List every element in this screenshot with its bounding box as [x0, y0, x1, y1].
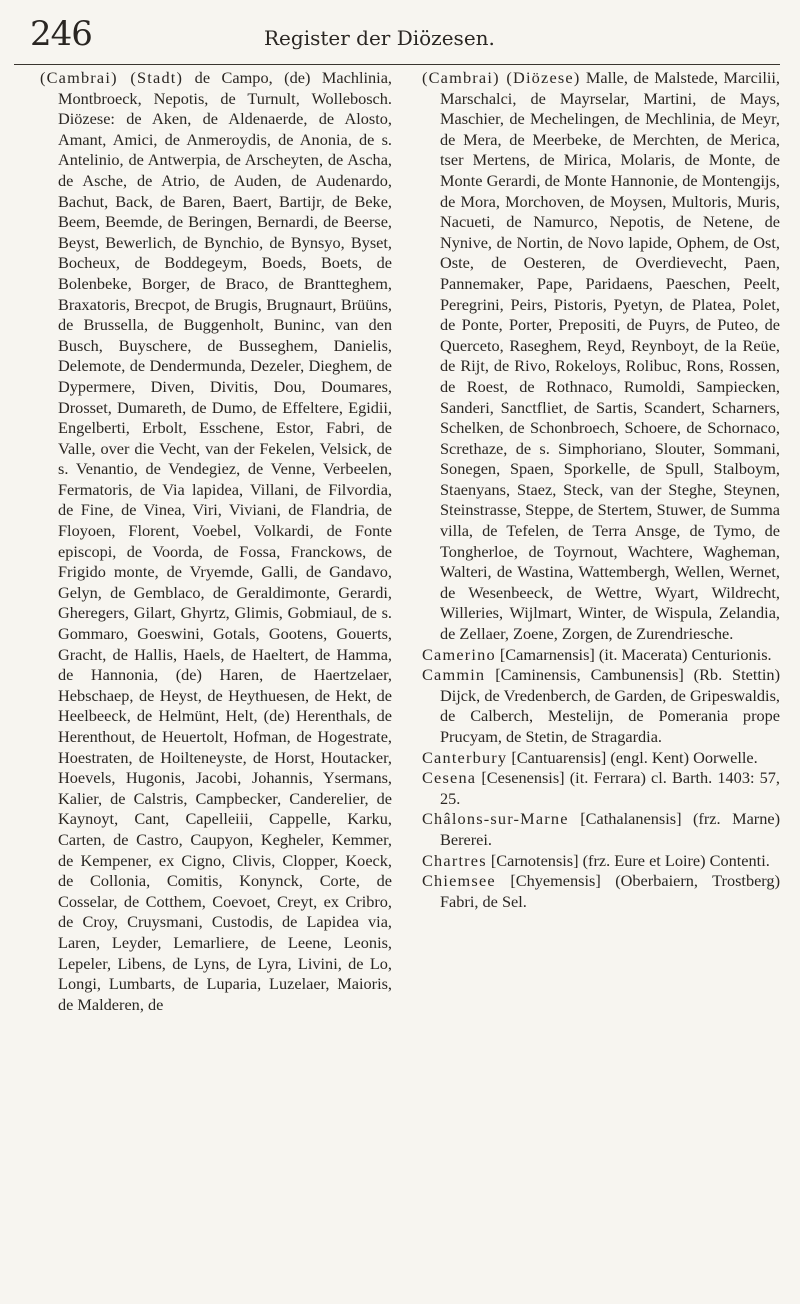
entry-text: [Cantuarensis] (engl. Kent) Oorwelle. [511, 747, 758, 767]
entry-heading: Chiemsee [422, 871, 496, 891]
entry-heading: Camerino [422, 644, 496, 664]
register-entry [422, 665, 780, 747]
page-number: 246 [30, 14, 92, 54]
register-entry [422, 748, 780, 769]
left-column [40, 68, 392, 1015]
page-header [14, 6, 780, 65]
entry-heading: Châlons-sur-Marne [422, 809, 569, 829]
entry-text: Malle, de Malstede, Marcilii, Marschalci, de Mayrselar, Martini, de Mays, Maschier, de Mechelingen, de Mechlinia, de Meyr, de Mera, de Meerbeke, de Merchten, de Merica, tser Mertens, de Mirica, Molaris, de Monte, de Monte Gerardi, de Monte Hannonie, de Montengijs, de Mora, Morchoven, de Moysen, Multoris, Muris, Nacueti, de Namurco, Nepotis, de Netene, de Nynive, de Nortin, de Novo lapide, Ophem, de Ost, Oste, de Oesteren, de Overdievecht, Paen, Pannemaker, Pape, Paridaens, Paeschen, Peelt, Peregrini, Peirs, Pistoris, Pyetyn, de Platea, Polet, de Ponte, Porter, Prepositi, de Puyrs, de Puteo, de Querceto, Raseghem, Reyd, Reynboyt, de la Reüe, de Rijt, de Rivo, Rokeloys, Rolibuc, Rons, Rossen, de Roest, de Rothnaco, Rumoldi, Sampiecken, Sanderi, Sanctfliet, de Sartis, Scandert, Scharners, Schelken, de Schonbroech, Schoere, de Schornaco, Screthaze, de s. Simphoriano, Slouter, Sommani, Sonegen, Spaen, Sporkelle, de Spull, Stalboym, Staenyans, Staez, Steck, van der Steghe, Steynen, Steinstrasse, Steppe, de Stertem, Stuwer, de Summa villa, de Tefelen, de Terra Ansge, de Tymo, de Tongherloe, de Toyrnout, Wachtere, Wagheman, Walteri, de Wastina, Wattembergh, Wellen, Wernet, de Wesenbeeck, de Wettre, Wyart, Wildrecht, Willeries, Wijlmart, Winter, de Wispula, Zelandia, de Zellaer, Zoene, Zorgen, de Zurendriesche. [440, 68, 780, 644]
running-head: Register der Diözesen. [264, 26, 495, 50]
register-entry [422, 68, 780, 645]
entry-text: [Caminensis, Cambunensis] (Rb. Stettin) Dijck, de Vredenberch, de Garden, de Gripeswaldis, de Calberch, Mestelijn, de Pomerania prope Prucyam, de Stetin, de Stragardia. [440, 665, 780, 746]
entry-heading: (Cambrai) (Diözese) [422, 68, 581, 87]
entry-text: [Camarnensis] (it. Macerata) Centurionis. [499, 644, 772, 664]
entry-text: [Cesenensis] (it. Ferrara) cl. Barth. 1403: 57, 25. [440, 768, 781, 808]
register-entry [422, 851, 780, 872]
register-entry [40, 68, 392, 1015]
entry-heading: Cesena [422, 768, 477, 788]
register-entry [422, 809, 780, 850]
entry-text: [Carnotensis] (frz. Eure et Loire) Contenti. [490, 850, 770, 870]
entry-heading: Canterbury [422, 747, 508, 767]
entry-text: [Cathalanensis] (frz. Marne) Bererei. [440, 809, 781, 849]
register-entry [422, 871, 780, 912]
entry-heading: Cammin [422, 665, 486, 685]
register-entry [422, 768, 780, 809]
entry-text: de Campo, (de) Machlinia, Montbroeck, Nepotis, de Turnult, Wollebosch. Diözese: de Aken, de Aldenaerde, de Alosto, Amant, Amici, de Anmeroydis, de Anonia, de s. Antelinio, de Antwerpia, de Arscheyten, de Ascha, de Asche, de Atrio, de Auden, de Audenardo, Bachut, Back, de Baren, Baert, Bartijr, de Beke, Beem, Beemde, de Beringen, Bernardi, de Beerse, Beyst, Bewerlich, de Bynchio, de Bynsyo, Byset, Bocheux, de Boddegeym, Boeds, Boets, de Bolenbeke, Borger, de Braco, de Brantteghem, Braxatoris, Brecpot, de Brugis, Brugnaurt, Brüüns, de Brussella, de Buggenholt, Buninc, van den Busch, Buyschere, de Busseghem, Danielis, Delemote, de Dendermunda, Dezeler, Dieghem, de Dypermere, Diven, Divitis, Dou, Doumares, Drosset, Dumareth, de Dumo, de Effeltere, Egidii, Engelberti, Erbolt, Esschene, Estor, Fabri, de Valle, over die Vecht, van der Fekelen, Velsick, de s. Venantio, de Vendegiez, de Venne, Verbeelen, Fermatoris, de Via lapidea, Villani, de Filvordia, de Fine, de Vinea, Viri, Viviani, de Flandria, de Floyoen, Florent, Voebel, Volkardi, de Fonte episcopi, de Voorda, de Fossa, Franckows, de Frigido monte, de Vryemde, Galli, de Gandavo, Gelyn, de Gemblaco, de Geraldimonte, Gerardi, Gheregers, Gilart, Ghyrtz, Glimis, Gobmiaul, de s. Gommaro, Goeswini, Gotals, Gootens, Gouerts, Gracht, de Hallis, Haels, de Haeltert, de Hamma, de Hannonia, (de) Haren, de Haertzelaer, Hebschaep, de Heyst, de Heythuesen, de Hekt, de Heelbeeck, de Helmünt, Helt, (de) Herenthals, de Herenthout, de Heuertolt, Hofman, de Hogestrate, Hoestraten, de Hoilteneyste, de Horst, Houtacker, Hoevels, Hugonis, Jacobi, Johannis, Ysermans, Kalier, de Calstris, Campbecker, Canderelier, de Kaynoyt, Cant, Capelleiii, Cappelle, Karku, Carten, de Castro, Caupyon, Kegheler, Kemmer, de Kempener, ex Cigno, Clivis, Clopper, Koeck, de Collonia, Comitis, Konynck, Corte, de Cosselar, de Cotthem, Coevoet, Creyt, ex Cribro, de Croy, Cruysmani, Custodis, de Lapidea via, Laren, Leyder, Lemarliere, de Leene, Leonis, Lepeler, Libens, de Lyns, de Lyra, Livini, de Lo, Longi, Lumbarts, de Luparia, Luzelaer, Maioris, de Malderen, de [58, 68, 392, 1014]
right-column [422, 68, 780, 912]
entry-text: [Chyemensis] (Oberbaiern, Trostberg) Fabri, de Sel. [440, 871, 780, 911]
entry-heading: Chartres [422, 850, 487, 870]
register-entry [422, 645, 780, 666]
entry-heading: (Cambrai) (Stadt) [40, 68, 184, 87]
